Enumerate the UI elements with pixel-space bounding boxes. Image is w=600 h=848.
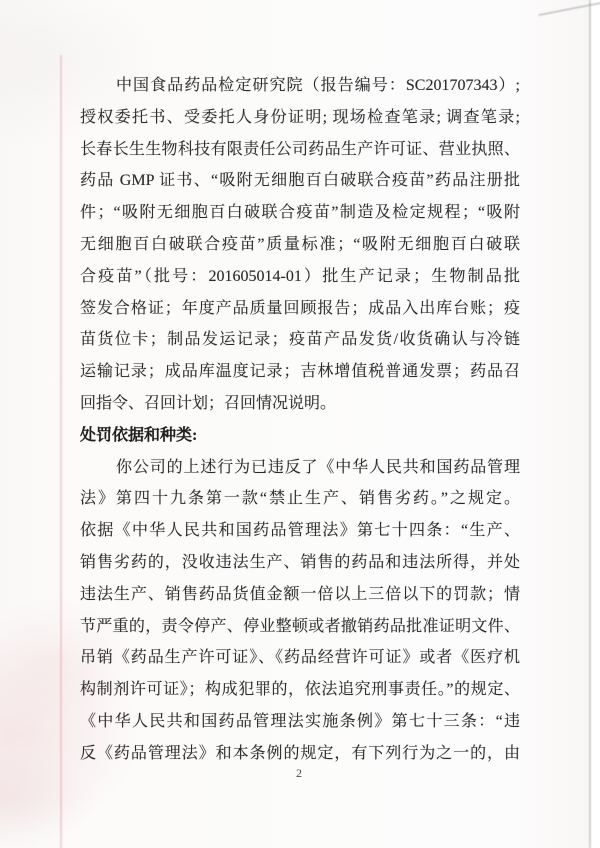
text-line: 依据《中华人民共和国药品管理法》第七十四条：“生产、 xyxy=(80,522,520,540)
page-edge-line xyxy=(589,0,591,848)
document-body xyxy=(80,70,520,770)
text-line: 授权委托书、受委托人身份证明; 现场检查笔录; 调查笔录; xyxy=(80,108,520,126)
text-line: 无细胞百白破联合疫苗”质量标准；“吸附无细胞百白破联 xyxy=(80,235,520,253)
text-line: 中国食品药品检定研究院（报告编号：SC201707343）; xyxy=(116,77,520,94)
text-line: 签发合格证；年度产品质量回顾报告；成品入出库台账；疫 xyxy=(80,299,520,317)
text-line: 节严重的，责令停产、停业整顿或者撤销药品批准证明文件、 xyxy=(80,617,520,635)
page-edge-highlight xyxy=(591,0,600,848)
text-line: 件；“吸附无细胞百白破联合疫苗”制造及检定规程；“吸附 xyxy=(80,204,520,222)
scan-fold-line xyxy=(60,55,62,848)
section-heading-line: 处罚依据和种类: xyxy=(80,426,198,444)
text-line: 苗货位卡；制品发运记录；疫苗产品发货/收货确认与冷链 xyxy=(80,331,520,349)
text-line: 回指令、召回计划；召回情况说明。 xyxy=(80,394,337,412)
text-line: 构制剂许可证》；构成犯罪的，依法追究刑事责任。”的规定、 xyxy=(80,681,520,699)
text-line: 销售劣药的，没收违法生产、销售的药品和违法所得，并处 xyxy=(80,553,520,571)
page-number: 2 xyxy=(296,766,302,780)
text-line: 吊销《药品生产许可证》、《药品经营许可证》或者《医疗机 xyxy=(80,649,520,667)
text-line: 长春长生生物科技有限责任公司药品生产许可证、营业执照、 xyxy=(80,140,520,158)
text-line: 你公司的上述行为已违反了《中华人民共和国药品管理 xyxy=(116,458,520,476)
text-line: 反《药品管理法》和本条例的规定，有下列行为之一的，由 xyxy=(80,744,520,762)
text-line: 运输记录；成品库温度记录；吉林增值税普通发票；药品召 xyxy=(80,363,520,381)
text-line: 《中华人民共和国药品管理法实施条例》第七十三条：“违 xyxy=(80,712,520,730)
text-line: 药品 GMP 证书、“吸附无细胞百白破联合疫苗”药品注册批 xyxy=(80,172,520,190)
text-line: 合疫苗”（批号：201605014-01）批生产记录；生物制品批 xyxy=(80,267,520,285)
text-line: 法》第四十九条第一款“禁止生产、销售劣药。”之规定。 xyxy=(80,490,520,508)
text-line: 违法生产、销售药品货值金额一倍以上三倍以下的罚款；情 xyxy=(80,585,520,603)
